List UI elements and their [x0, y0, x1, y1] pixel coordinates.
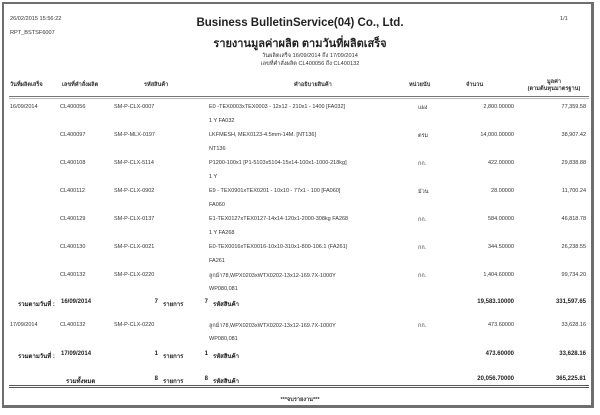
page-number: 1/1 — [560, 16, 568, 22]
company-name: Business BulletinService(04) Co., Ltd. — [196, 17, 404, 29]
col-description: คำอธิบายสินค้า — [294, 82, 332, 88]
group-date: 16/09/2014 — [10, 104, 38, 110]
order-range: เลขที่คำสั่งผลิต CL400056 ถึง CL400132 — [260, 61, 360, 67]
report-title: รายงานมูลค่าผลิต ตามวันที่ผลิตเสร็จ — [213, 38, 387, 50]
col-date: วันที่ผลิตเสร็จ — [10, 82, 43, 88]
col-value: มูลค่า — [547, 79, 561, 85]
print-datetime: 26/02/2015 15:56:22 — [10, 16, 62, 22]
col-product-code: รหัสสินค้า — [144, 82, 169, 88]
col-quantity: จำนวน — [466, 82, 484, 88]
col-order-no: เลขที่คำสั่งผลิต — [62, 82, 99, 88]
report-page: 26/02/2015 15:56:22 RPT_BSTSF6007 1/1 Business BulletinService(04) Co., Ltd. รายงานมูลค่าผลิต ตามวันที่ผลิตเสร็จ วันผลิตเสร็จ 16/09/2014 ถึง 17/09/2014 เลขที่คำสั่งผลิต CL400056 ถึง CL400132 วันที่ผลิตเสร็จ เลขที่คำสั่งผลิต รหัสสินค้า คำอธิบายสินค้า หน่วยนับ จำนวน มูลค่า (ตามต้นทุนมาตรฐาน) 16/09/2014 CL400056 SM-P-CLX-0007 E0 -TEX0003xTEX0003 - 12x12 - 210x1 - 1400 [FA032] 1 Y FA032 แผง 2,800.00000 77,359.58 CL400097 SM-P-MLX-0197 LKFMESH, MEX0123-4.5mm-14M. [NT136] NT136 ตรม 14,000.00000 38,907.42 CL400108 SM-P-CLX-5114 P1200-100x1 [P1-5103x5104-15x14-100x1-1000-218kg] 1 Y กก. 422.00000 29,838.88 CL400112 SM-P-CLX-0902 E9 - TEX0901xTEX0201 - 10x10 - 77x1 - 100 [FA060] FA060 ม้วน 28.00000 11,700.24 CL400129 SM-P-CLX-0137 E1-TEX0127xTEX0127-14x14-120x1-2000-308kg FA268 1 Y FA268 กก. 584.00000 46,818.78 CL400130 SM-P-CLX-0021 E0-TEX0016xTEX0016-10x10-310x1-800-106.1 (FA261) FA261 กก. 344.50000 26,238.55 CL400132 SM-P-CLX-0220 ลูกม้า78,WPX0203xWTX0202-13x12-169.7X-1000Y WP080,081 กก. 1,404.60000 99,734.20 รวมตามวันที่ : 16/09/2014 7 รายการ 7 รหัสสินค้า 19,583.10000 331,597.65 17/09/2014 CL400132 SM-P-CLX-0220 ลูกม้า78,WPX0203xWTX0202-13x12-169.7X-1000Y WP080,081 กก. 473.60000 33,628.16 รวมตามวันที่ : 17/09/2014 1 รายการ 1 รหัสสินค้า 473.60000 33,628.16 รวมทั้งหมด 8 รายการ 8 รหัสสินค้า 20,056.70000 365,225.81 ***จบรายงาน*** — [2, 2, 594, 408]
report-code: RPT_BSTSF6007 — [10, 30, 55, 36]
col-value-note: (ตามต้นทุนมาตรฐาน) — [527, 86, 581, 92]
group-date: 17/09/2014 — [10, 322, 38, 328]
end-of-report: ***จบรายงาน*** — [280, 397, 320, 403]
col-unit: หน่วยนับ — [409, 82, 431, 88]
date-range: วันผลิตเสร็จ 16/09/2014 ถึง 17/09/2014 — [262, 53, 358, 59]
